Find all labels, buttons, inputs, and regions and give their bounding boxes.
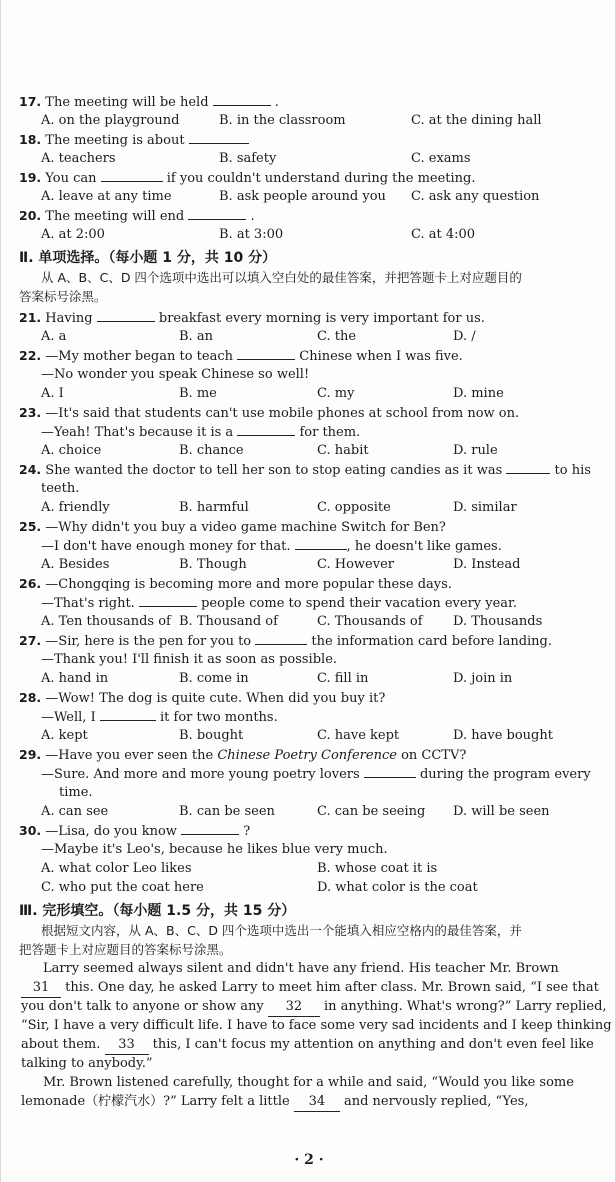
q21-option-b[interactable]: B. an — [179, 329, 213, 344]
q23-option-d[interactable]: D. rule — [453, 443, 498, 458]
answer-blank[interactable] — [188, 206, 246, 220]
q21-option-a[interactable]: A. a — [41, 329, 67, 344]
question-29: 29. —Have you ever seen the Chinese Poetry Conference on CCTV? — [19, 747, 467, 763]
question-30: 30. —Lisa, do you know ? — [19, 823, 251, 839]
q22-response: —No wonder you speak Chinese so well! — [41, 367, 310, 382]
q22-option-d[interactable]: D. mine — [453, 386, 504, 401]
passage-line: Larry seemed always silent and didn't have any friend. His teacher Mr. Brown — [43, 961, 559, 976]
passage-line: you don't talk to anyone or show any 32 in anything. What's wrong?” Larry replied, — [21, 997, 607, 1017]
q20-option-a[interactable]: A. at 2:00 — [41, 227, 105, 242]
answer-blank[interactable] — [364, 764, 416, 778]
q25-option-d[interactable]: D. Instead — [453, 557, 521, 572]
q28-option-c[interactable]: C. have kept — [317, 728, 400, 743]
passage-line: lemonade（柠檬汽水）?” Larry felt a little 34 and nervously replied, “Yes, — [21, 1092, 607, 1112]
cloze-blank-32[interactable]: 32 — [268, 997, 320, 1017]
q25-option-a[interactable]: A. Besides — [41, 557, 110, 572]
answer-blank[interactable] — [189, 130, 249, 144]
passage-line: “Sir, I have a very difficult life. I have to face some very sad incidents and I keep thinking — [21, 1018, 612, 1033]
q30-option-d[interactable]: D. what color is the coat — [317, 880, 478, 895]
question-18: 18. The meeting is about — [19, 130, 609, 150]
answer-blank[interactable] — [237, 346, 295, 360]
question-20: 20. The meeting will end . — [19, 208, 255, 224]
answer-blank[interactable] — [213, 92, 271, 106]
q21-option-c[interactable]: C. the — [317, 329, 357, 344]
answer-blank[interactable] — [181, 821, 239, 835]
q27-option-b[interactable]: B. come in — [179, 671, 249, 686]
q24-option-d[interactable]: D. similar — [453, 500, 517, 515]
q30-option-a[interactable]: A. what color Leo likes — [41, 861, 192, 876]
q19-option-c[interactable]: C. ask any question — [411, 189, 540, 204]
answer-blank[interactable] — [139, 593, 197, 607]
q21-option-d[interactable]: D. / — [453, 329, 476, 344]
q25-response: —I don't have enough money for that. , he doesn't like games. — [41, 536, 502, 556]
q24-option-b[interactable]: B. harmful — [179, 500, 249, 515]
q25-option-c[interactable]: C. However — [317, 557, 394, 572]
section-3-title: Ⅲ. 完形填空。（每小题 1.5 分，共 15 分） — [19, 903, 296, 919]
question-23: 23. —It's said that students can't use mobile phones at school from now on. — [19, 405, 520, 421]
q23-option-c[interactable]: C. habit — [317, 443, 369, 458]
q29-response-cont: time. — [59, 785, 93, 800]
q26-option-a[interactable]: A. Ten thousands of — [41, 614, 171, 629]
q29-option-b[interactable]: B. can be seen — [179, 804, 275, 819]
passage-line: talking to anybody.” — [21, 1056, 153, 1071]
question-22: 22. —My mother began to teach Chinese when I was five. — [19, 348, 463, 364]
q30-response: —Maybe it's Leo's, because he likes blue very much. — [41, 842, 388, 857]
section-3-instruction-cont: 把答题卡上对应题目的答案标号涂黑。 — [19, 942, 232, 957]
section-2-title: Ⅱ. 单项选择。（每小题 1 分，共 10 分） — [19, 250, 277, 266]
passage-line: Mr. Brown listened carefully, thought for a while and said, “Would you like some — [43, 1075, 574, 1090]
q18-option-c[interactable]: C. exams — [411, 151, 471, 166]
q26-option-d[interactable]: D. Thousands — [453, 614, 543, 629]
q23-option-b[interactable]: B. chance — [179, 443, 244, 458]
q25-option-b[interactable]: B. Though — [179, 557, 247, 572]
q26-response: —That's right. people come to spend their vacation every year. — [41, 593, 517, 613]
q22-option-a[interactable]: A. I — [41, 386, 64, 401]
q22-option-c[interactable]: C. my — [317, 386, 355, 401]
answer-blank[interactable] — [101, 168, 163, 182]
cloze-blank-33[interactable]: 33 — [105, 1035, 149, 1055]
answer-blank[interactable] — [295, 536, 347, 550]
question-21: 21. Having breakfast every morning is very important for us. — [19, 310, 485, 326]
question-28: 28. —Wow! The dog is quite cute. When did you buy it? — [19, 690, 386, 706]
q19-option-b[interactable]: B. ask people around you — [219, 189, 386, 204]
q28-option-a[interactable]: A. kept — [41, 728, 88, 743]
q27-option-a[interactable]: A. hand in — [41, 671, 109, 686]
q30-option-b[interactable]: B. whose coat it is — [317, 861, 438, 876]
q29-response: —Sure. And more and more young poetry lovers during the program every — [41, 764, 591, 784]
q26-option-b[interactable]: B. Thousand of — [179, 614, 278, 629]
passage-line: 31 this. One day, he asked Larry to meet him after class. Mr. Brown said, “I see that — [21, 978, 607, 998]
q20-option-b[interactable]: B. at 3:00 — [219, 227, 284, 242]
answer-blank[interactable] — [100, 707, 156, 721]
question-26: 26. —Chongqing is becoming more and more popular these days. — [19, 576, 452, 592]
question-19: 19. You can if you couldn't understand during the meeting. — [19, 170, 476, 186]
answer-blank[interactable] — [506, 460, 550, 474]
question-24: 24. She wanted the doctor to tell her son to stop eating candies as it was to his — [19, 462, 591, 478]
answer-blank[interactable] — [237, 422, 295, 436]
section-2-instruction-cont: 答案标号涂黑。 — [19, 289, 107, 304]
answer-blank[interactable] — [97, 308, 155, 322]
q18-option-a[interactable]: A. teachers — [41, 151, 116, 166]
q27-response: —Thank you! I'll finish it as soon as possible. — [41, 652, 338, 667]
q24-stem-cont: teeth. — [41, 481, 80, 496]
cloze-blank-34[interactable]: 34 — [294, 1092, 340, 1112]
q17-option-c[interactable]: C. at the dining hall — [411, 113, 542, 128]
q24-option-c[interactable]: C. opposite — [317, 500, 391, 515]
q27-option-d[interactable]: D. join in — [453, 671, 513, 686]
page-number: · 2 · — [294, 1152, 324, 1168]
q20-option-c[interactable]: C. at 4:00 — [411, 227, 476, 242]
q28-option-b[interactable]: B. bought — [179, 728, 244, 743]
q29-option-c[interactable]: C. can be seeing — [317, 804, 426, 819]
q27-option-c[interactable]: C. fill in — [317, 671, 369, 686]
q23-option-a[interactable]: A. choice — [41, 443, 102, 458]
q29-option-a[interactable]: A. can see — [41, 804, 109, 819]
q28-option-d[interactable]: D. have bought — [453, 728, 553, 743]
answer-blank[interactable] — [255, 631, 307, 645]
q17-option-b[interactable]: B. in the classroom — [219, 113, 346, 128]
q17-option-a[interactable]: A. on the playground — [41, 113, 180, 128]
passage-line: about them. 33 this, I can't focus my attention on anything and don't even feel like — [21, 1035, 607, 1055]
q26-option-c[interactable]: C. Thousands of — [317, 614, 423, 629]
q29-option-d[interactable]: D. will be seen — [453, 804, 550, 819]
q18-option-b[interactable]: B. safety — [219, 151, 277, 166]
q23-response: —Yeah! That's because it is a for them. — [41, 422, 360, 442]
q22-option-b[interactable]: B. me — [179, 386, 217, 401]
section-2-instruction: 从 A、B、C、D 四个选项中选出可以填入空白处的最佳答案，并把答题卡上对应题目的 — [41, 270, 522, 285]
q19-option-a[interactable]: A. leave at any time — [41, 189, 172, 204]
q30-option-c[interactable]: C. who put the coat here — [41, 880, 204, 895]
question-25: 25. —Why didn't you buy a video game machine Switch for Ben? — [19, 519, 446, 535]
q24-option-a[interactable]: A. friendly — [41, 500, 110, 515]
section-3-instruction: 根据短文内容，从 A、B、C、D 四个选项中选出一个能填入相应空格内的最佳答案，并 — [41, 923, 522, 938]
question-27: 27. —Sir, here is the pen for you to the information card before landing. — [19, 633, 552, 649]
question-17: 17. The meeting will be held . — [19, 94, 279, 110]
cloze-blank-31[interactable]: 31 — [21, 978, 61, 998]
q28-response: —Well, I it for two months. — [41, 707, 278, 727]
